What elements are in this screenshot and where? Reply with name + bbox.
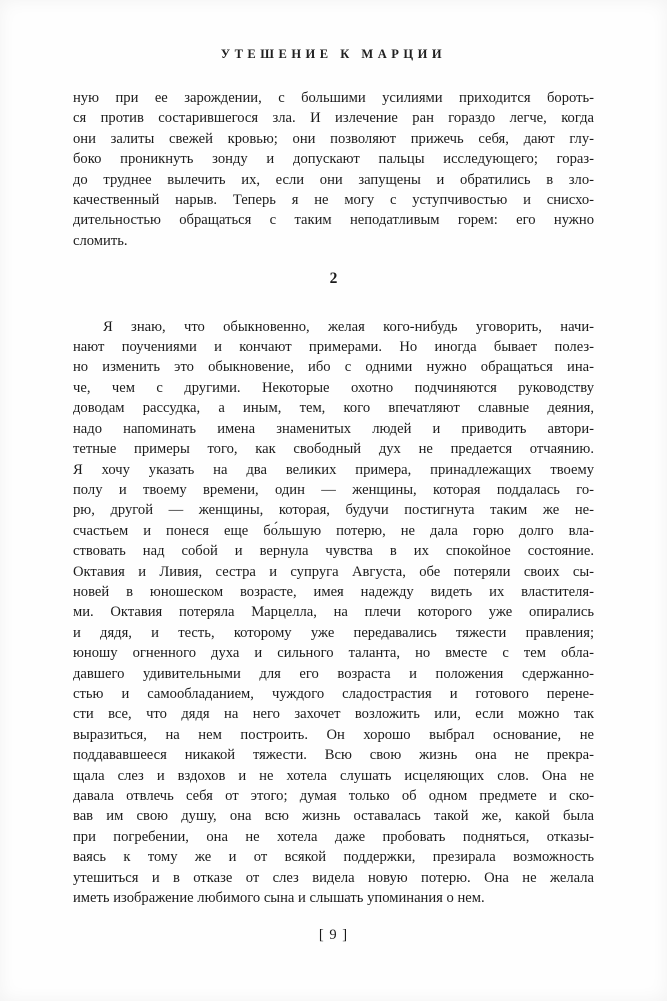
text-line: давшего удивительными для его возраста и положения сдержанно- — [73, 665, 594, 682]
text-line: дительностью обращаться с таким неподатливым горем: его нужно — [73, 212, 594, 229]
page-number: [ 9 ] — [318, 927, 349, 943]
text-line: ную при ее зарождении, с большими усилиями приходится бороть- — [73, 90, 594, 106]
text-line: че, чем с другими. Некоторые охотно подчиняются руководству — [73, 379, 594, 396]
text-line: счастьем и понеся еще бо́льшую потерю, не дала горю долго вла- — [73, 522, 594, 539]
text-line: новей в юношеском возрасте, имея надежду видеть их властителя- — [73, 583, 594, 600]
text-line: стью и самообладанием, чуждого сладострастия и готового перене- — [73, 685, 594, 702]
text-line: и дядя, и тесть, которому уже передавались тяжести правления; — [73, 624, 594, 641]
text-line: полу и твоему времени, один — женщины, которая поддалась го- — [73, 481, 594, 498]
text-line: вав им свою душу, она всю жизнь оставалась такой же, какой была — [73, 808, 594, 825]
text-line: давала отвлечь себя от этого; думая только об одном предмете и ско- — [73, 788, 594, 804]
text-line: ся против состарившегося зла. И излечение ран гораздо легче, когда — [73, 110, 594, 127]
text-line: рю, другой — женщины, которая, будучи постигнута таким же не- — [73, 502, 594, 519]
text-line: но изменить это обыкновение, ибо с одними нужно обращаться ина- — [73, 359, 594, 376]
text-line: они залиты свежей кровью; они позволяют прижечь себя, дают глу- — [73, 130, 594, 147]
text-line: поддававшееся никакой тяжести. Всю свою жизнь она не прекра- — [73, 747, 594, 764]
paragraph-continuation — [73, 88, 594, 251]
text-line: качественный нарыв. Теперь я не могу с уступчивостью и снисхо- — [73, 192, 594, 209]
text-line: до труднее вылечить их, если они запущены и обратились в зло- — [73, 171, 594, 188]
text-line: сломить. — [73, 232, 128, 249]
section-heading: 2 — [329, 270, 338, 288]
page-body — [73, 88, 594, 908]
text-line: утешиться и в отказе от слез видела новую потерю. Она не желала — [73, 869, 594, 886]
running-header: УТЕШЕНИЕ К МАРЦИИ — [220, 47, 447, 61]
text-line: доводам рассудка, а иным, тем, кого впечатляют славные деяния, — [73, 400, 594, 417]
text-line: боко проникнуть зонду и допускают пальцы исследующего; гораз- — [73, 151, 594, 168]
text-line: ствовать над собой и вернула чувства в их спокойное состояние. — [73, 543, 594, 560]
text-line: иметь изображение любимого сына и слышать упоминания о нем. — [73, 890, 485, 907]
text-line: ваясь к тому же и от всякой поддержки, презирала возможность — [73, 849, 594, 866]
text-line: Я хочу указать на два великих примера, принадлежащих твоему — [73, 461, 594, 478]
text-line: сти все, что дядя на него захочет возложить или, если можно так — [73, 706, 594, 723]
text-line: юношу огненного духа и сильного таланта, но вместе с тем обла- — [73, 645, 594, 662]
text-line: Октавия и Ливия, сестра и супруга Августа, обе потеряли своих сы- — [73, 563, 594, 580]
text-line: щала слез и вздохов и не хотела слушать исцеляющих слов. Она не — [73, 767, 594, 784]
text-line: ми. Октавия потеряла Марцелла, на плечи которого уже опирались — [73, 604, 594, 621]
text-line: нают поучениями и кончают примерами. Но иногда бывает полез- — [73, 339, 594, 356]
paragraph-main — [73, 317, 594, 909]
text-line: тетные примеры того, как свободный дух не предается отчаянию. — [73, 441, 594, 458]
text-line: при погребении, она не хотела даже пробовать подняться, отказы- — [73, 828, 594, 845]
text-line: Я знаю, что обыкновенно, желая кого-нибудь уговорить, начи- — [103, 318, 594, 335]
text-line: надо напоминать имена знаменитых людей и приводить автори- — [73, 420, 594, 437]
text-line: выразиться, на нем построить. Он хорошо выбрал основание, не — [73, 726, 594, 743]
